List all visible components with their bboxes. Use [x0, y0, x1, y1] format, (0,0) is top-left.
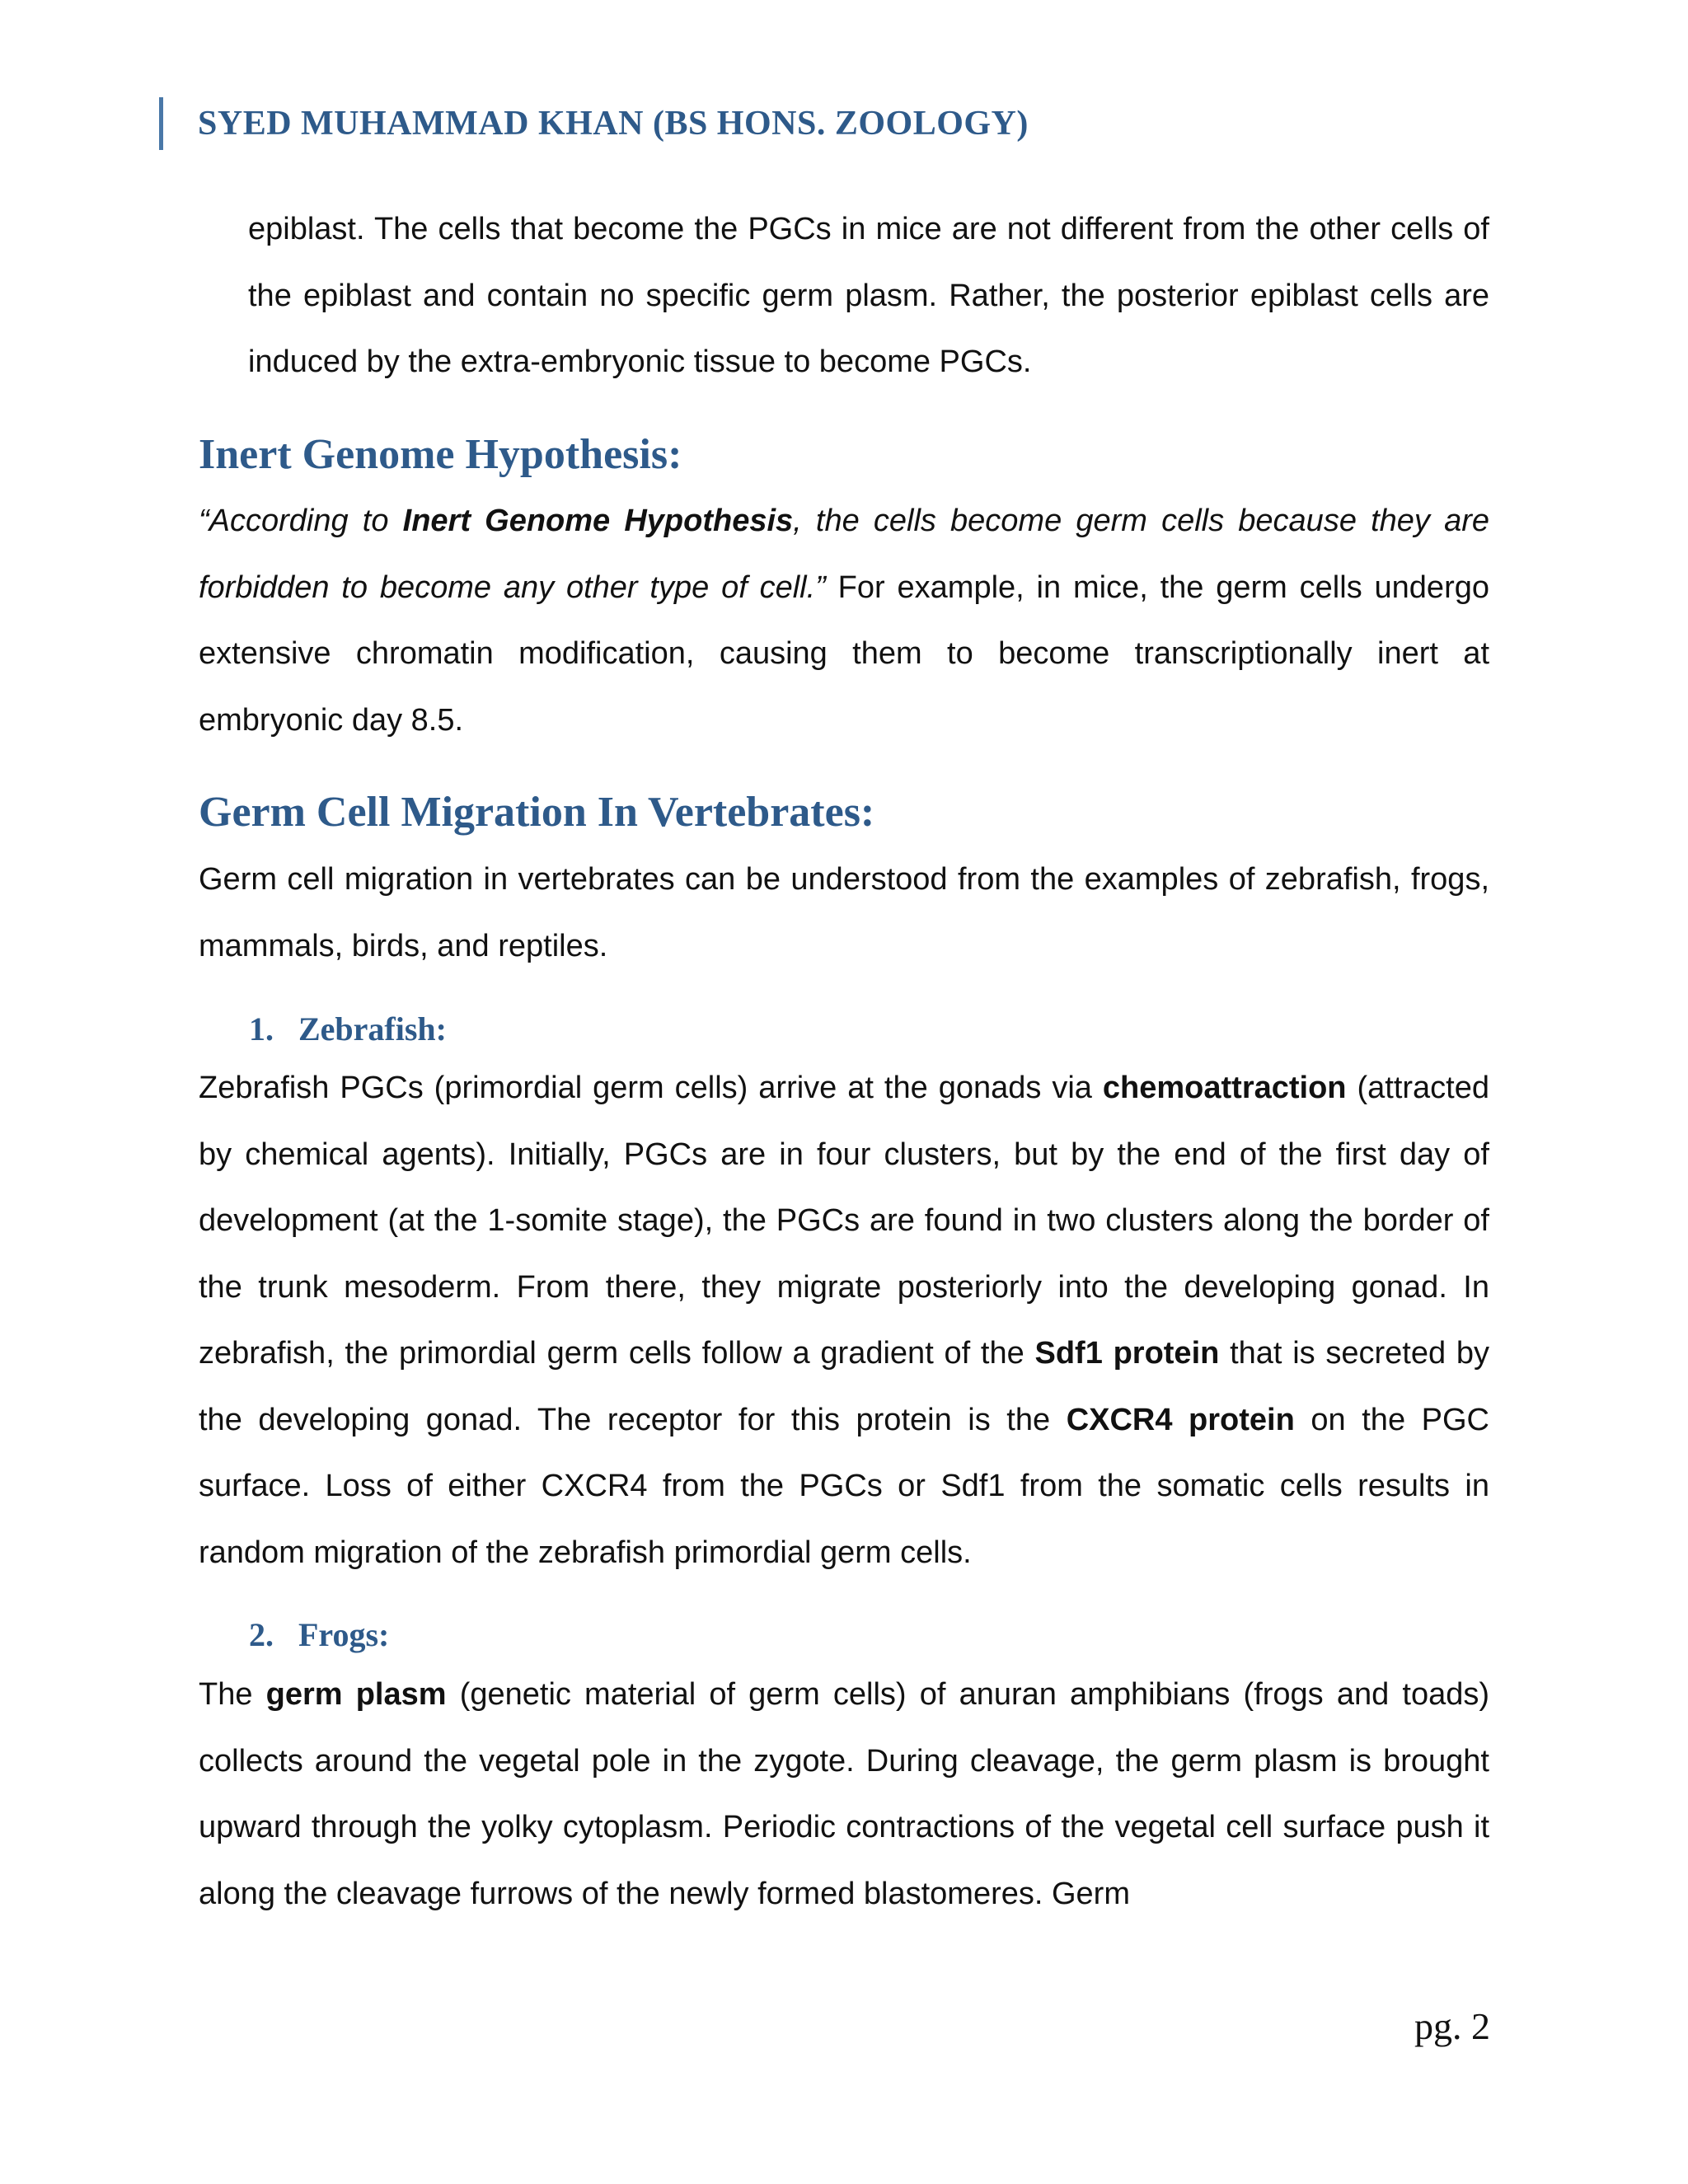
intro-paragraph: epiblast. The cells that become the PGCs in mice are not different from the other cells of the epiblast and contain no specific germ plasm. Rather, the posterior epiblast cells are induced by the extra-embryonic tissue to become PGCs.: [248, 212, 1489, 379]
inert-genome-text: For example, in mice, the germ cells undergo extensive chromatin modification, causing them to become transcriptionally inert at embryonic day 8.5.: [199, 569, 1489, 738]
zebrafish-text: that is secreted by the developing gonad. The receptor for this protein is the: [199, 1336, 1489, 1437]
heading-germ-cell-migration: Germ Cell Migration In Vertebrates:: [199, 789, 875, 836]
subheading-frogs: [249, 1615, 389, 1654]
subheading-label: Frogs:: [298, 1616, 390, 1653]
migration-paragraph: Germ cell migration in vertebrates can be understood from the examples of zebrafish, frogs, mammals, birds, and reptiles.: [199, 862, 1489, 963]
inert-genome-paragraph: [199, 488, 1489, 753]
header-accent-bar: [159, 97, 163, 150]
page-number: pg. 2: [1414, 2005, 1490, 2047]
bold-term: Sdf1 protein: [1034, 1336, 1220, 1371]
list-number: 1.: [249, 1010, 274, 1047]
zebrafish-text: on the PGC surface. Loss of either CXCR4 from the PGCs or Sdf1 from the somatic cells results in random migration of the zebrafish primordial germ cells.: [199, 1402, 1489, 1570]
bold-term: germ plasm: [265, 1677, 447, 1712]
header-author: SYED MUHAMMAD KHAN (BS HONS. ZOOLOGY): [198, 105, 1029, 143]
frogs-paragraph: [199, 1661, 1489, 1927]
list-number: 2.: [249, 1616, 274, 1653]
frogs-text: The: [199, 1677, 266, 1712]
subheading-zebrafish: [249, 1010, 447, 1048]
zebrafish-paragraph: [199, 1055, 1489, 1586]
bold-term: CXCR4 protein: [1066, 1402, 1295, 1437]
quote-text-end: , the cells become germ cells because they are forbidden to become any other type of cell.”: [199, 504, 1490, 605]
frogs-text: (genetic material of germ cells) of anuran amphibians (frogs and toads) collects around the vegetal pole in the zygote. During cleavage, the germ plasm is brought upward through the yolky cytoplasm. Periodic contractions of the vegetal cell surface push it along the cleavage furrows of the newly formed blastomeres. Germ: [199, 1677, 1489, 1911]
quote-text-start: “According to: [199, 504, 403, 538]
zebrafish-text: (attracted by chemical agents). Initially, PGCs are in four clusters, but by the end of the first day of development (at the 1-somite stage), the PGCs are found in two clusters along the border of the trunk mesoderm. From there, they migrate posteriorly into the developing gonad. In zebrafish, the primordial germ cells follow a gradient of the: [199, 1071, 1489, 1371]
page-header: [159, 97, 1029, 150]
bold-term: chemoattraction: [1102, 1071, 1347, 1105]
subheading-label: Zebrafish:: [298, 1010, 447, 1047]
heading-inert-genome: Inert Genome Hypothesis:: [199, 431, 682, 478]
zebrafish-text: Zebrafish PGCs (primordial germ cells) arrive at the gonads via: [199, 1071, 1103, 1105]
quote-bold-term: Inert Genome Hypothesis: [402, 504, 794, 538]
